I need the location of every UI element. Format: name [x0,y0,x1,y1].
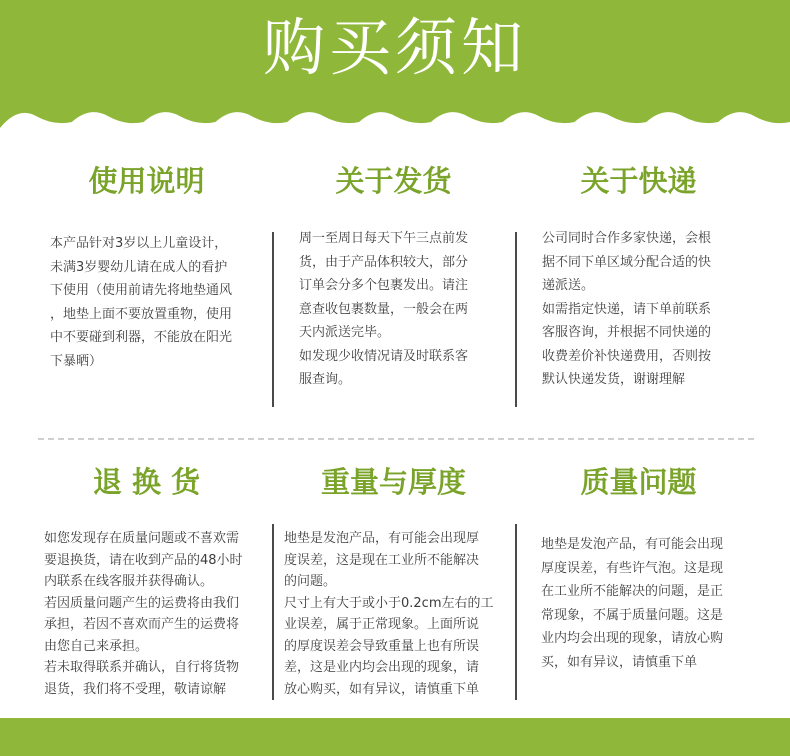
section-text-returns: 如您发现存在质量问题或不喜欢需 要退换货，请在收到产品的48小时 内联系在线客服并获得确认。 若因质量问题产生的运费将由我们 承担，若因不喜欢而产生的运费将 由您自己来承担。 若未取得联系并确认，自行将货物 退货，我们将不受理，敬请谅解 [44,531,243,697]
section-text-usage: 本产品针对3岁以上儿童设计， 未满3岁婴幼儿请在成人的看护 下使用（使用前请先将地垫通风 ，地垫上面不要放置重物，使用 中不要碰到利器，不能放在阳光 下暴晒） [50,236,233,369]
section-title-usage: 使用说明 [88,164,205,198]
divider-line [515,232,517,407]
section-title-courier: 关于快递 [580,164,697,198]
section-text-weight-thickness: 地垫是发泡产品，有可能会出现厚 度误差，这是现在工业所不能解决 的问题。 尺寸上有大于或小于0.2cm左右的工 业误差，属于正常现象。上面所说 的厚度误差会导致重量上也有所误 差，这是业内均会出现的现象，请 放心购买，如有异议，请慎重下单 [284,531,494,697]
dashed-separator [38,438,754,440]
divider-line [272,524,274,700]
section-text-quality: 地垫是发泡产品，有可能会出现 厚度误差，有些许气泡。这是现 在工业所不能解决的问题，是正 常现象，不属于质量问题。这是 业内均会出现的现象，请放心购 买，如有异议，请慎重下单 [541,537,724,670]
section-title-quality: 质量问题 [580,465,697,499]
footer-bar [0,718,790,756]
page-title: 购买须知 [262,11,527,84]
wave-border [0,100,790,150]
section-text-shipping: 周一至周日每天下午三点前发 货，由于产品体积较大，部分 订单会分多个包裹发出。请注 意查收包裹数量，一般会在两 天内派送完毕。 如发现少收情况请及时联系客 服查询。 [299,231,469,387]
section-text-courier: 公司同时合作多家快递，会根 据不同下单区域分配合适的快 递派送。 如需指定快递，请下单前联系 客服咨询，并根据不同快递的 收费差价补快递费用，否则按 默认快递发货，谢谢理解 [542,231,712,387]
section-title-returns: 退 换 货 [92,465,201,499]
section-title-shipping: 关于发货 [335,164,452,198]
section-title-weight-thickness: 重量与厚度 [320,465,466,499]
divider-line [272,232,274,407]
header-banner [0,0,790,150]
divider-line [515,524,517,700]
